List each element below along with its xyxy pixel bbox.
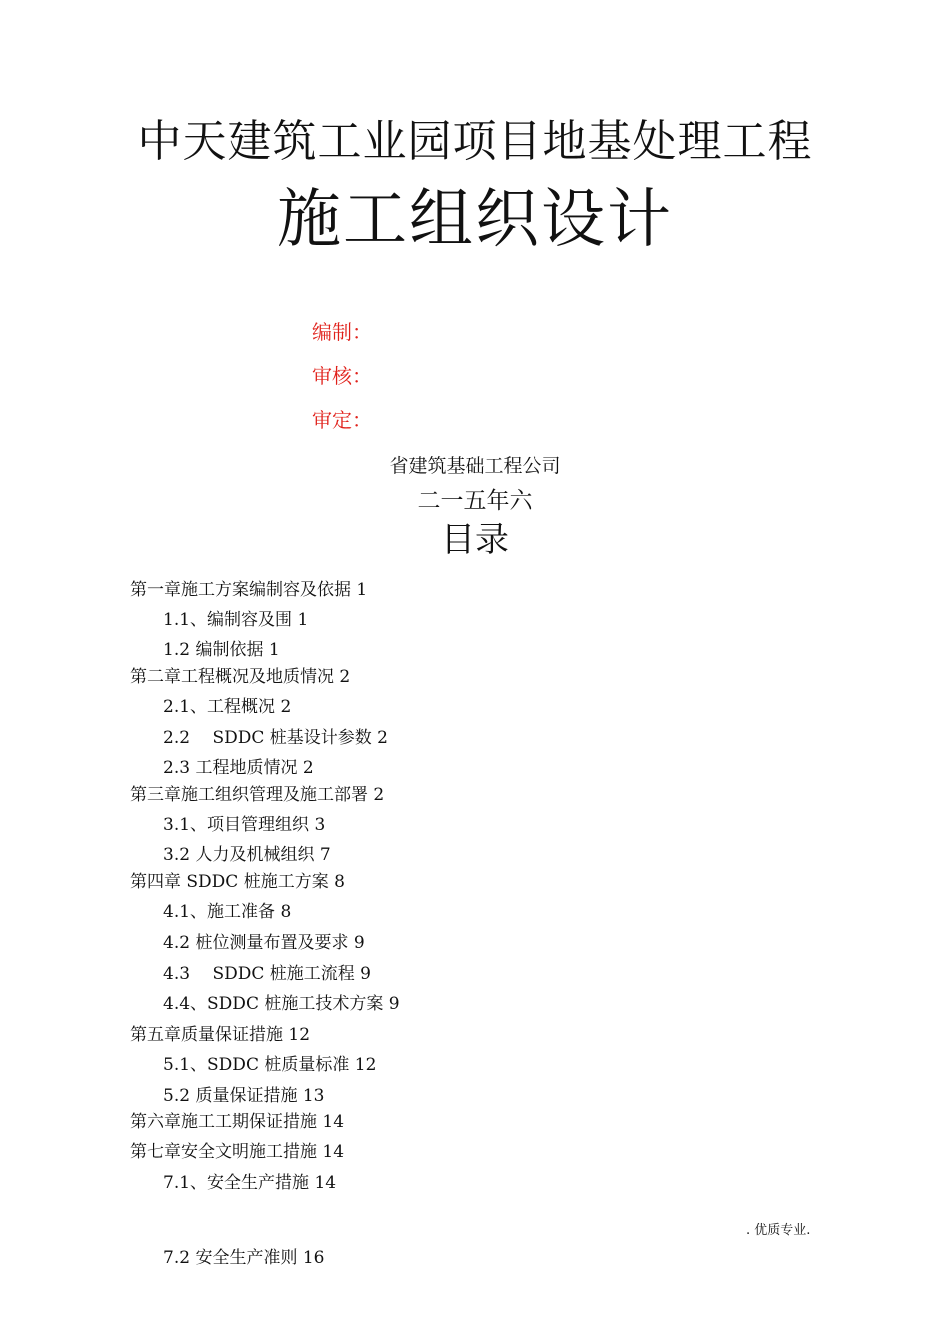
toc-section[interactable]: 3.2 人力及机械组织 7 [163,845,331,865]
toc-section[interactable]: 1.1、编制容及围 1 [163,610,309,630]
document-title: 中天建筑工业园项目地基处理工程 [137,116,813,167]
toc-chapter[interactable]: 第三章施工组织管理及施工部署 2 [130,785,385,805]
compiled-by-label: 编制： [312,320,372,344]
toc-chapter[interactable]: 第五章质量保证措施 12 [130,1025,311,1045]
toc-section[interactable]: 2.2 SDDC 桩基设计参数 2 [163,728,388,748]
toc-section[interactable]: 5.2 质量保证措施 13 [163,1086,325,1106]
toc-chapter[interactable]: 第七章安全文明施工措施 14 [130,1142,345,1162]
toc-section[interactable]: 5.1、SDDC 桩质量标准 12 [163,1055,377,1075]
toc-section[interactable]: 3.1、项目管理组织 3 [163,815,326,835]
toc-title: 目录 [441,520,509,560]
toc-section[interactable]: 4.2 桩位测量布置及要求 9 [163,933,365,953]
document-date: 二一五年六 [417,488,533,514]
reviewed-by-label: 审核： [312,364,372,388]
toc-chapter[interactable]: 第六章施工工期保证措施 14 [130,1112,345,1132]
toc-section[interactable]: 7.1、安全生产措施 14 [163,1173,337,1193]
toc-chapter[interactable]: 第二章工程概况及地质情况 2 [130,667,351,687]
toc-section[interactable]: 2.1、工程概况 2 [163,697,292,717]
footer-note: . 优质专业. [746,1223,811,1238]
document-subtitle: 施工组织设计 [277,183,673,257]
company-name: 省建筑基础工程公司 [389,455,561,477]
toc-section[interactable]: 2.3 工程地质情况 2 [163,758,314,778]
toc-section[interactable]: 1.2 编制依据 1 [163,640,280,660]
toc-chapter[interactable]: 第四章 SDDC 桩施工方案 8 [130,872,345,892]
toc-section[interactable]: 4.1、施工准备 8 [163,902,292,922]
toc-section[interactable]: 4.4、SDDC 桩施工技术方案 9 [163,994,400,1014]
toc-chapter[interactable]: 第一章施工方案编制容及依据 1 [130,580,368,600]
toc-section[interactable]: 4.3 SDDC 桩施工流程 9 [163,964,371,984]
toc-section[interactable]: 7.2 安全生产准则 16 [163,1248,325,1268]
approved-by-label: 审定： [312,408,372,432]
